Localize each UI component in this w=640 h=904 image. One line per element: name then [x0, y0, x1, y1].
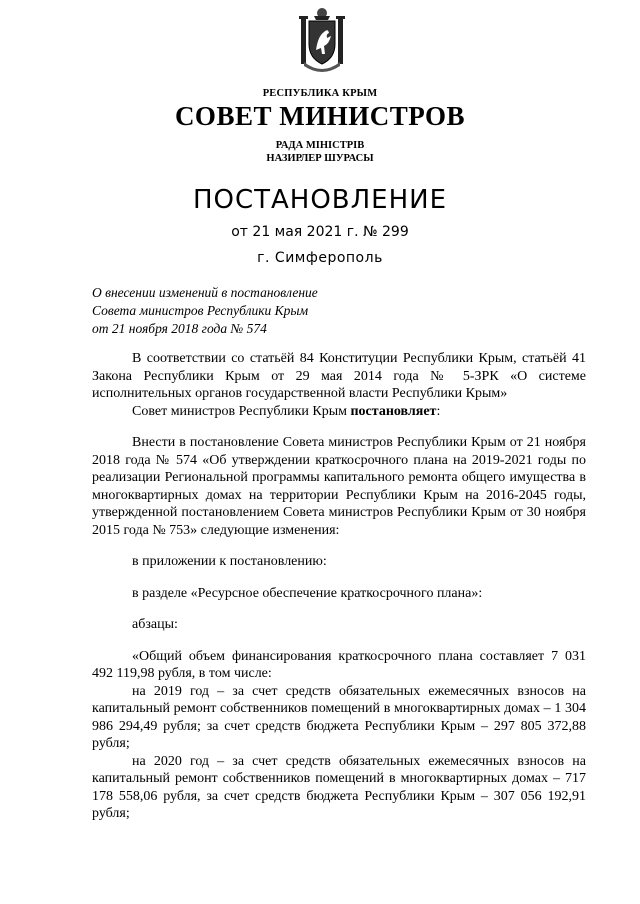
subject-line: Совета министров Республики Крым [92, 303, 309, 318]
resolves-prefix: Совет министров Республики Крым [132, 403, 351, 419]
crimea-coat-of-arms-icon [298, 6, 346, 76]
paragraph-year-2019: на 2019 год – за счет средств обязательных ежемесячных взносов на капитальный ремонт собственников помещений в многоквартирных домах – 1 304 986 294,49 рубля; за счет средств бюджета Республики Крым – 297 805 372,88 рубля; [92, 683, 586, 751]
paragraph-amendment: Внести в постановление Совета министров Республики Крым от 21 ноября 2018 года № 574 «Об утверждении краткосрочного плана на 2019-2021 годы по реализации Региональной программы капитального ремонта общего имущества в многоквартирных домах на территории Республики Крым на 2016-2045 годы, утвержденной постановлением Совета министров Республики Крым от 30 ноября 2015 года № 753» следующие изменения: [92, 435, 586, 538]
document-type: ПОСТАНОВЛЕНИЕ [192, 185, 448, 215]
header-republic: РЕСПУБЛИКА КРЫМ [262, 88, 378, 99]
document-date: от 21 мая 2021 г. № 299 [231, 224, 409, 240]
paragraph-total-financing: «Общий объем финансирования краткосрочного плана составляет 7 031 492 119,98 рубля, в том числе: [92, 648, 586, 681]
header-nazirler: НАЗИРЛЕР ШУРАСЫ [266, 153, 374, 164]
document-body [92, 350, 586, 823]
document-city: г. Симферополь [257, 250, 383, 266]
document-subject [92, 284, 318, 338]
paragraph-year-2020: на 2020 год – за счет средств обязательных ежемесячных взносов на капитальный ремонт собственников помещений в многоквартирных домах – 717 178 558,06 рубля, за счет средств бюджета Республики Крым – 307 056 192,91 рубля; [92, 753, 586, 821]
resolves-keyword: постановляет [350, 403, 437, 419]
paragraph-appendix: в приложении к постановлению: [132, 554, 327, 569]
paragraph-abzacy: абзацы: [132, 617, 178, 632]
resolves-suffix: : [436, 403, 441, 419]
subject-line: О внесении изменений в постановление [92, 285, 318, 300]
header-rada: РАДА МІНІСТРІВ [275, 140, 365, 151]
paragraph-legal-basis: В соответствии со статьёй 84 Конституции Республики Крым, статьёй 41 Закона Республики Крым от 29 мая 2014 года № 5-ЗРК «О системе исполнительных органов государственной власти Республики Крым» [92, 351, 586, 401]
paragraph-resolves [92, 403, 586, 421]
subject-line: от 21 ноября 2018 года № 574 [92, 321, 267, 336]
header-council: СОВЕТ МИНИСТРОВ [174, 101, 466, 131]
paragraph-section: в разделе «Ресурсное обеспечение краткосрочного плана»: [132, 585, 483, 601]
